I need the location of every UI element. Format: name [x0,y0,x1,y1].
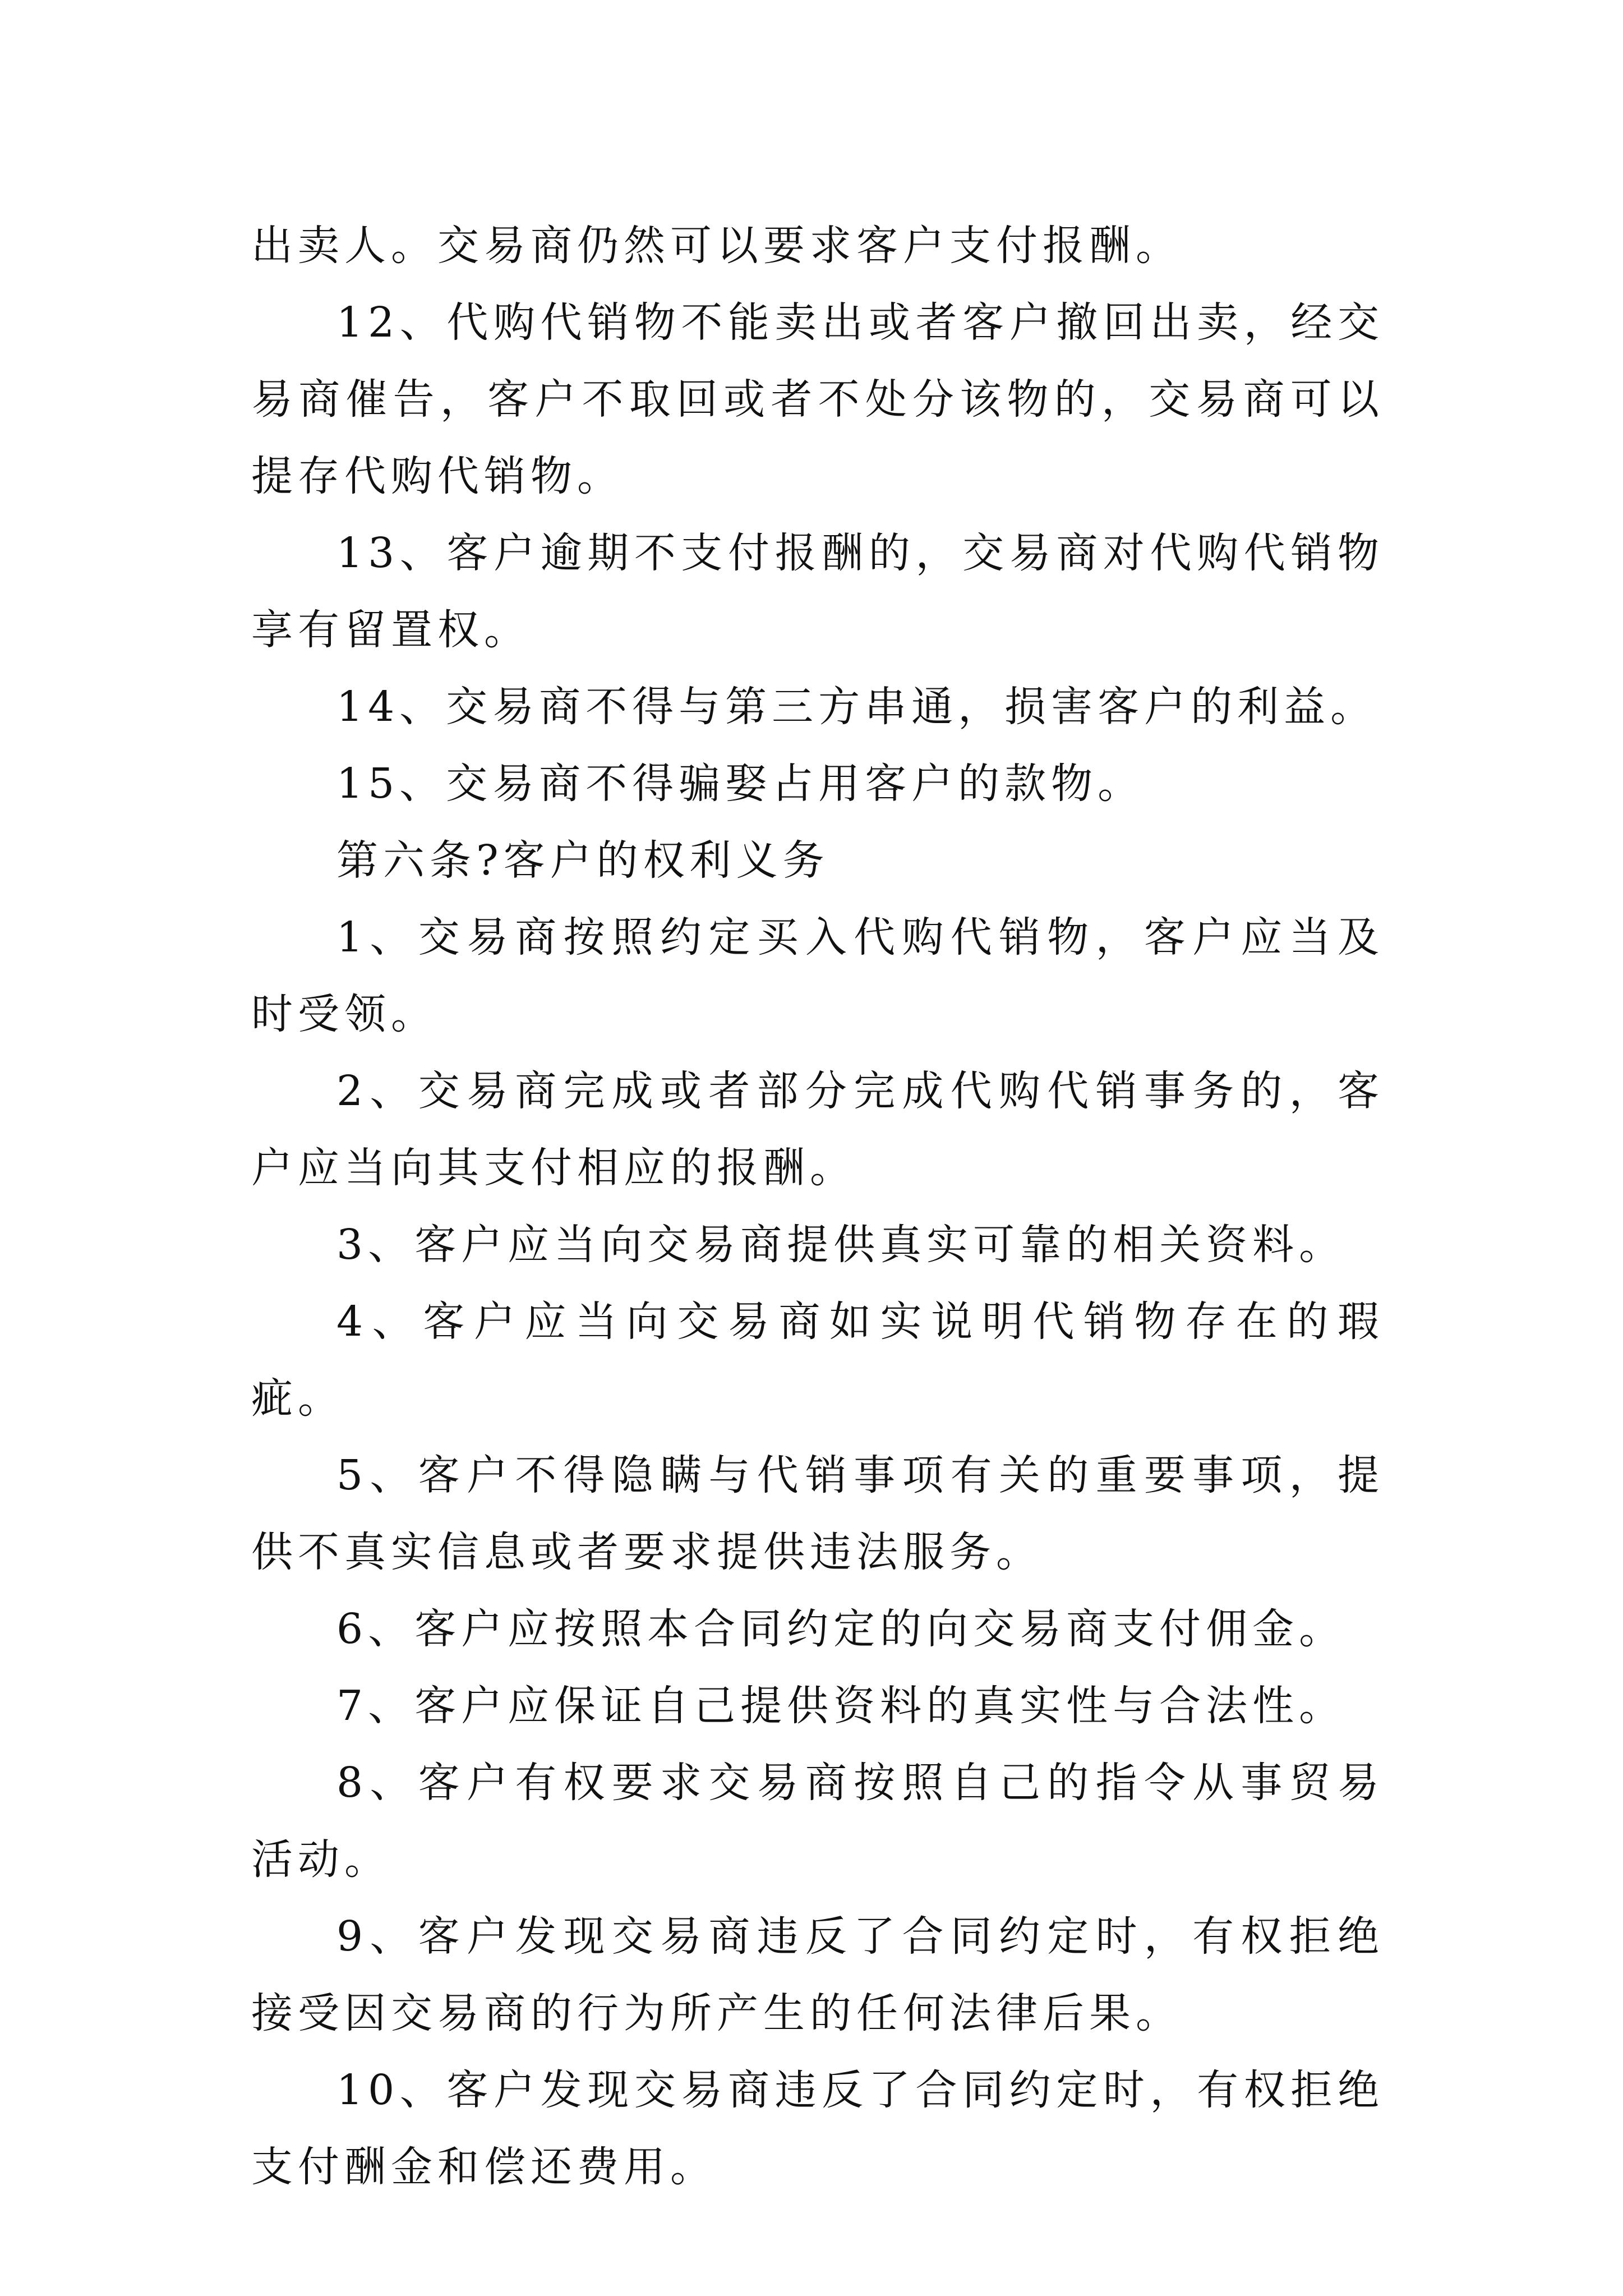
document-body [251,208,1384,2206]
paragraph: 12、代购代销物不能卖出或者客户撤回出卖，经交易商催告，客户不取回或者不处分该物的，交易商可以提存代购代销物。 [251,298,1384,500]
paragraph: 15、交易商不得骗娶占用客户的款物。 [336,760,1145,808]
paragraph: 出卖人。交易商仍然可以要求客户支付报酬。 [251,222,1182,270]
paragraph: 13、客户逾期不支付报酬的，交易商对代购代销物享有留置权。 [251,529,1384,654]
paragraph: 3、客户应当向交易商提供真实可靠的相关资料。 [336,1221,1346,1269]
paragraph: 2、交易商完成或者部分完成代购代销事务的，客户应当向其支付相应的报酬。 [251,1067,1384,1192]
paragraph: 4、客户应当向交易商如实说明代销物存在的瑕疵。 [251,1297,1384,1423]
paragraph: 1、交易商按照约定买入代购代销物，客户应当及时受领。 [251,913,1384,1038]
paragraph: 10、客户发现交易商违反了合同约定时，有权拒绝支付酬金和偿还费用。 [251,2066,1384,2191]
paragraph: 14、交易商不得与第三方串通，损害客户的利益。 [336,683,1377,731]
paragraph: 6、客户应按照本合同约定的向交易商支付佣金。 [336,1605,1346,1653]
paragraph: 5、客户不得隐瞒与代销事项有关的重要事项，提供不真实信息或者要求提供违法服务。 [251,1451,1384,1576]
paragraph: 9、客户发现交易商违反了合同约定时，有权拒绝接受因交易商的行为所产生的任何法律后果。 [251,1912,1384,2037]
paragraph: 7、客户应保证自己提供资料的真实性与合法性。 [336,1682,1346,1730]
paragraph: 8、客户有权要求交易商按照自己的指令从事贸易活动。 [251,1759,1384,1884]
section-heading: 第六条?客户的权利义务 [336,836,829,885]
